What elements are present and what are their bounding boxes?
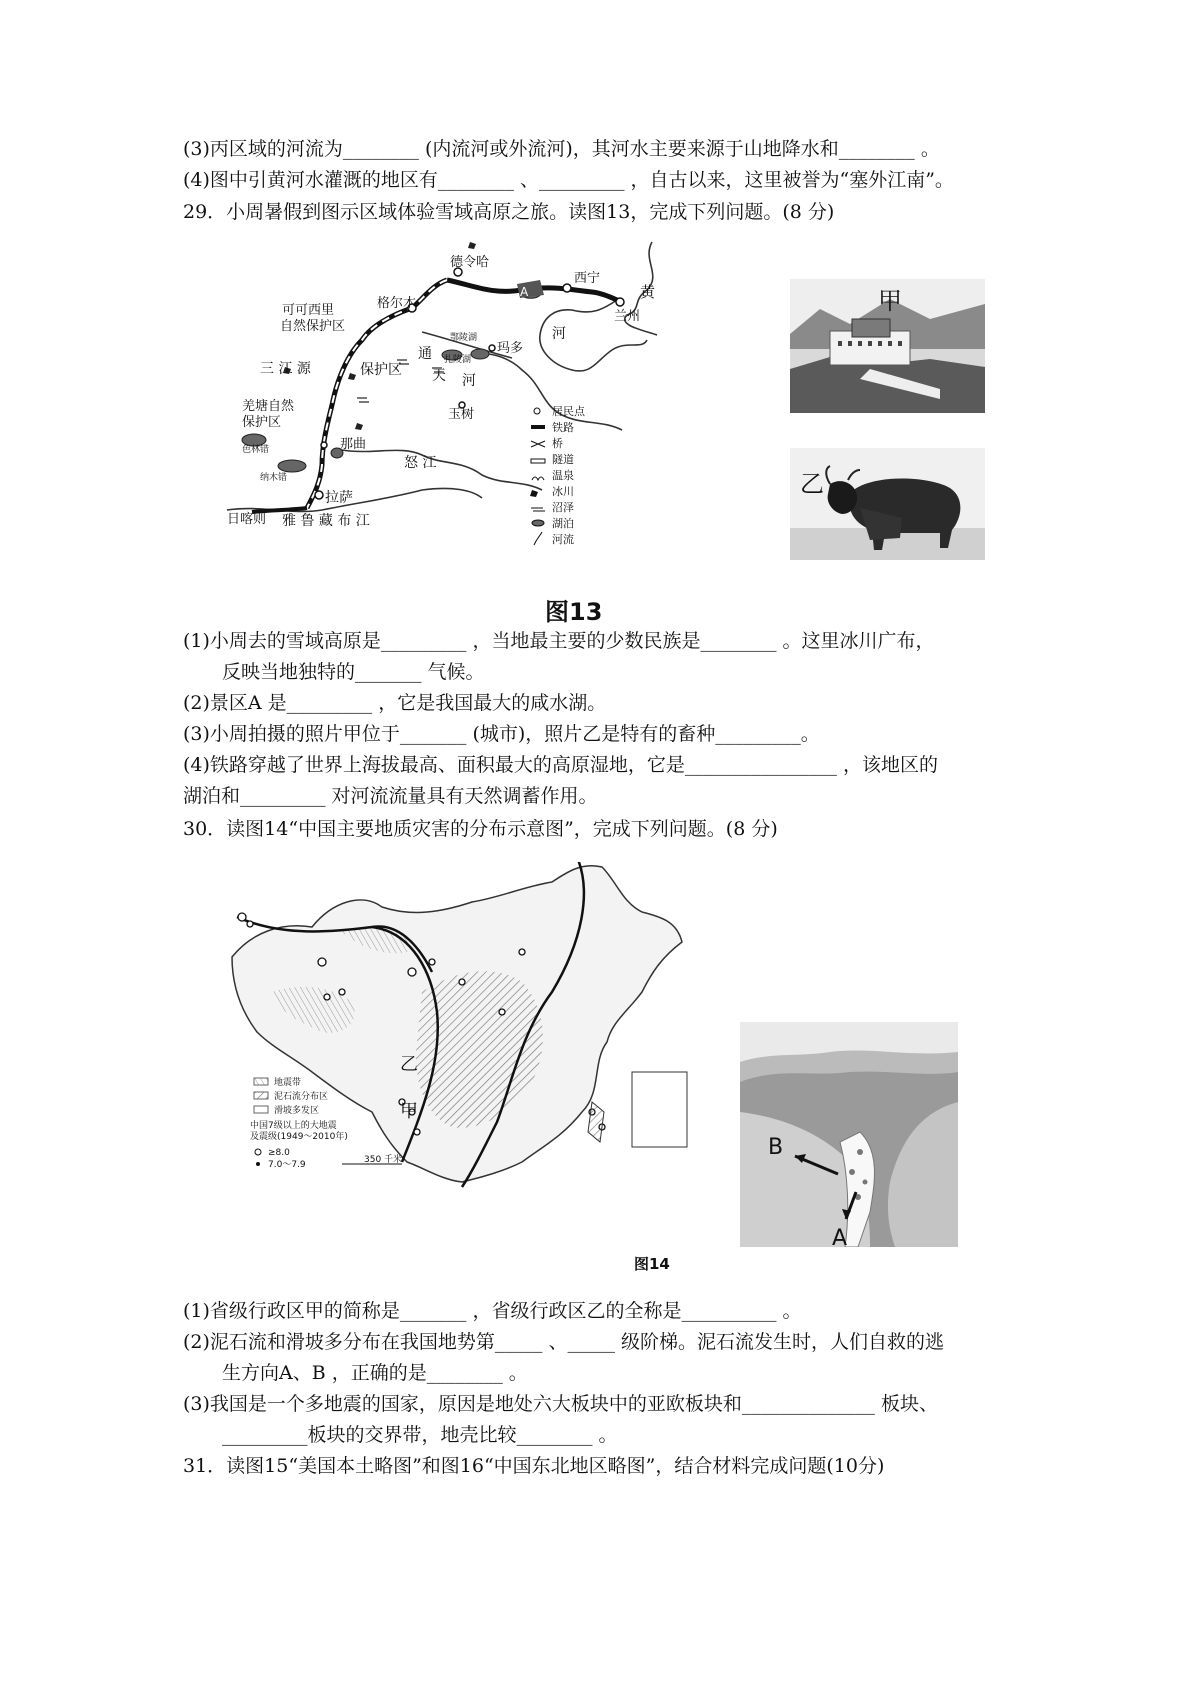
label-sanjiang: 三 江 源 <box>260 361 311 377</box>
legend-glacier: 冰川 <box>552 485 574 498</box>
q30-item-3-cont: _________板块的交界带，地壳比较________ 。 <box>222 1424 618 1446</box>
label-hohxil-1: 可可西里 <box>282 303 335 318</box>
q30-stem: 30．读图14“中国主要地质灾害的分布示意图”，完成下列问题。(8 分) <box>183 818 778 840</box>
q29-stem: 29．小周暑假到图示区域体验雪域高原之旅。读图13，完成下列问题。(8 分) <box>183 201 835 223</box>
legend-seismic: 地震带 <box>274 1078 302 1088</box>
label-b: B <box>768 1135 784 1160</box>
label-tian: 天 <box>432 368 446 384</box>
label-nujiang: 怒 江 <box>404 455 437 471</box>
label-hohxil-2: 自然保护区 <box>280 319 346 334</box>
label-huang: 黄 <box>640 283 656 301</box>
label-jia: 甲 <box>400 1101 418 1122</box>
legend-river: 河流 <box>552 533 574 546</box>
label-nagqu: 那曲 <box>340 437 367 452</box>
label-point-a: A <box>520 285 529 299</box>
label-golmud: 格尔木 <box>377 296 417 311</box>
legend-bridge: 桥 <box>552 437 563 450</box>
figure-13-map <box>222 240 762 590</box>
legend-settlement: 居民点 <box>552 405 585 418</box>
legend-scale: 350 千米 <box>364 1155 403 1165</box>
label-baohuqu: 保护区 <box>360 362 402 378</box>
q29-item-3: (3)小周拍摄的照片甲位于_______ (城市)，照片乙是特有的畜种_________。 <box>183 723 820 745</box>
legend-landslide: 滑坡多发区 <box>274 1106 320 1116</box>
q28-item-4: (4)图中引黄河水灌溉的地区有________ 、_________ ，自古以来，这里被誉为“塞外江南”。 <box>183 169 954 191</box>
legend-tunnel: 隧道 <box>552 453 574 466</box>
figure-14-debris-illustration <box>740 1022 958 1247</box>
label-eling: 鄂陵湖 <box>450 333 478 343</box>
label-shigatse: 日喀则 <box>227 512 267 527</box>
q30-item-2-cont: 生方向A、B ，正确的是________ 。 <box>222 1362 528 1384</box>
q31-stem: 31．读图15“美国本土略图”和图16“中国东北地区略图”，结合材料完成问题(10分) <box>183 1455 885 1477</box>
legend-quake-sub: 及震级(1949～2010年) <box>250 1132 348 1142</box>
label-maduo: 玛多 <box>497 341 524 356</box>
photo-jia-label: 甲 <box>878 287 902 315</box>
legend-lake: 湖泊 <box>552 517 574 530</box>
label-namtso: 纳木错 <box>260 473 288 483</box>
q30-item-3: (3)我国是一个多地震的国家，原因是地处六大板块中的亚欧板块和______________ 板块、 <box>183 1393 938 1415</box>
label-lasa: 拉萨 <box>325 490 353 506</box>
photo-yi-label: 乙 <box>800 470 824 498</box>
label-lanzhou: 兰州 <box>614 309 641 324</box>
label-seling: 色林错 <box>242 445 270 455</box>
label-a: A <box>832 1226 848 1247</box>
figure-14-china-map <box>222 862 742 1247</box>
legend-marsh: 沼泽 <box>552 501 574 514</box>
label-qiangtang-1: 羌塘自然 <box>242 399 295 414</box>
figure-13-caption: 图13 <box>545 598 603 626</box>
q29-item-1: (1)小周去的雪域高原是_________ ，当地最主要的少数民族是________ 。这里冰川广布， <box>183 630 935 652</box>
label-delingha: 德令哈 <box>450 255 490 270</box>
legend-quake-title: 中国7级以上的大地震 <box>250 1121 337 1131</box>
legend-railway: 铁路 <box>552 421 574 434</box>
photo-jia-potala <box>790 279 985 413</box>
q29-item-1-cont: 反映当地独特的_______ 气候。 <box>222 661 485 683</box>
q28-item-3: (3)丙区域的河流为________ (内流河或外流河)，其河水主要来源于山地降水和________ 。 <box>183 138 940 160</box>
q30-item-1: (1)省级行政区甲的简称是_______ ，省级行政区乙的全称是__________ 。 <box>183 1300 802 1322</box>
photo-yi-yak <box>790 448 985 560</box>
label-yushu: 玉树 <box>448 407 475 422</box>
label-yarlung: 雅 鲁 藏 布 江 <box>282 513 370 529</box>
label-yi: 乙 <box>400 1054 418 1075</box>
q29-item-4: (4)铁路穿越了世界上海拔最高、面积最大的高原湿地，它是________________ ，该地区的 <box>183 754 938 776</box>
label-zhaling: 扎陵湖 <box>444 355 472 365</box>
label-tong: 通 <box>418 346 432 362</box>
figure-14-caption: 图14 <box>634 1255 670 1273</box>
legend-mag-8: ≥8.0 <box>268 1148 290 1158</box>
q29-item-2: (2)景区A 是_________ ，它是我国最大的咸水湖。 <box>183 692 607 714</box>
legend-mag-7: 7.0～7.9 <box>268 1160 306 1170</box>
label-xining: 西宁 <box>574 271 601 286</box>
q30-item-2: (2)泥石流和滑坡多分布在我国地势第_____ 、_____ 级阶梯。泥石流发生时，人们自救的逃 <box>183 1331 944 1353</box>
q29-item-4-cont: 湖泊和_________ 对河流流量具有天然调蓄作用。 <box>183 785 598 807</box>
label-qiangtang-2: 保护区 <box>242 415 282 430</box>
legend-debris-flow: 泥石流分布区 <box>274 1092 329 1102</box>
legend-hot-spring: 温泉 <box>552 469 574 482</box>
label-he2: 河 <box>462 373 476 389</box>
label-he: 河 <box>552 326 566 342</box>
